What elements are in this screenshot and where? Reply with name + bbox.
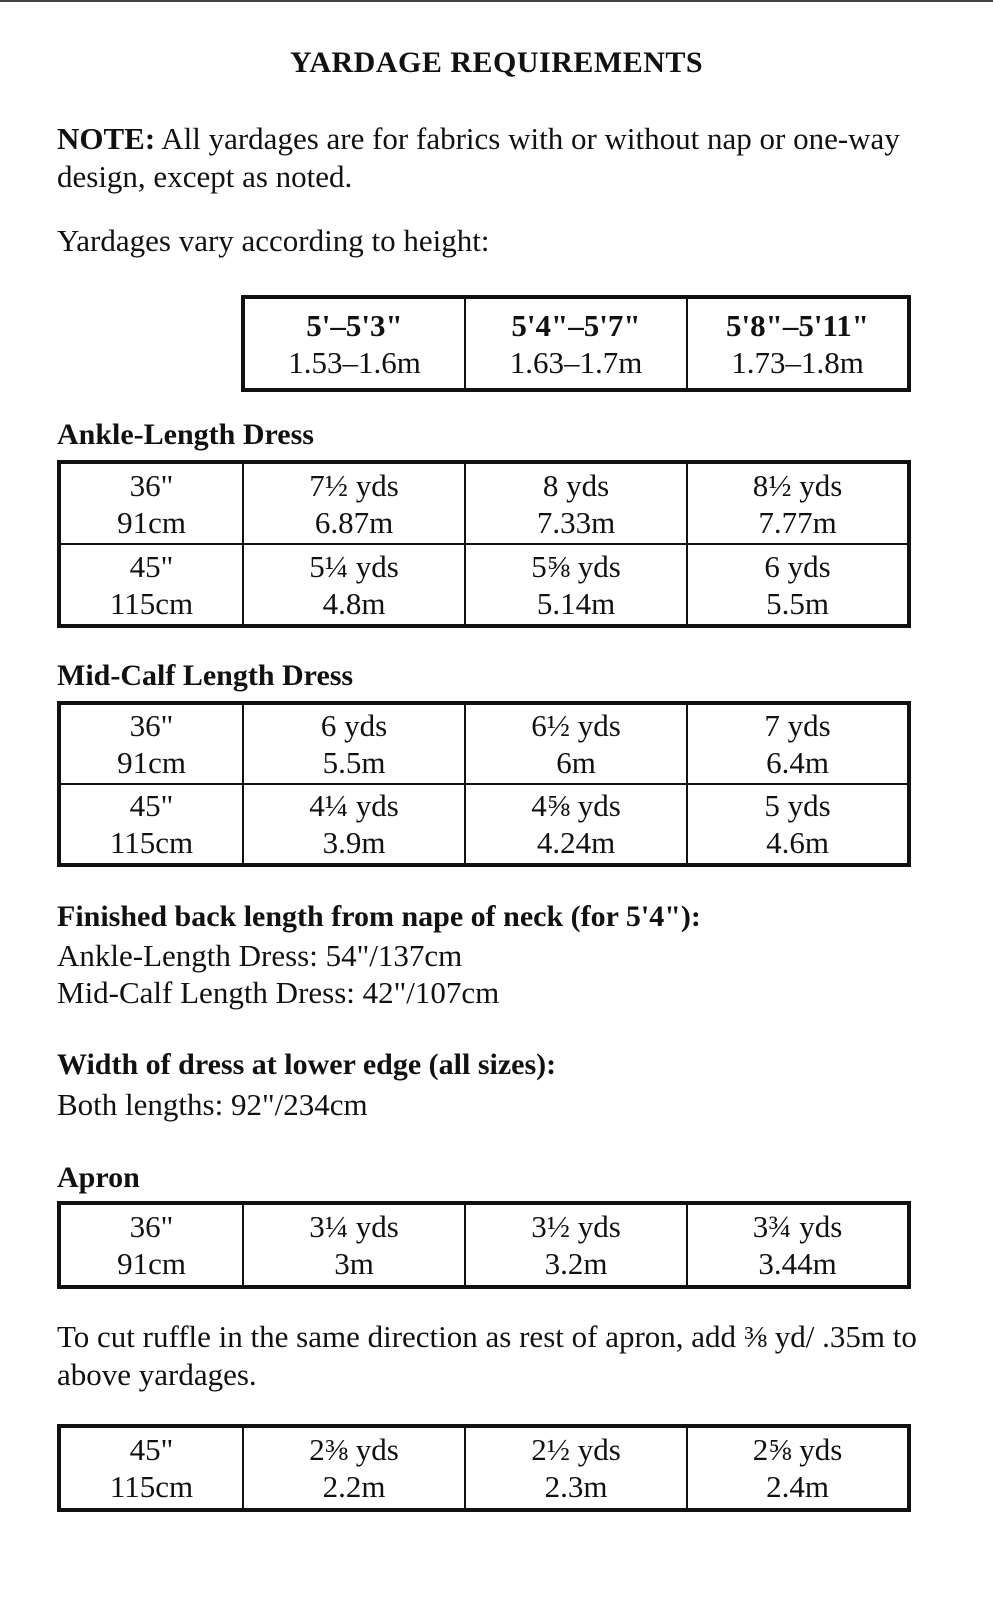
- cell-primary-value: 6 yds: [764, 548, 831, 584]
- apron-table: [57, 1201, 911, 1289]
- width-line: Both lengths: 92"/234cm: [57, 1087, 368, 1122]
- fabric-width-cell: [59, 703, 243, 784]
- cell-primary-value: 2½ yds: [531, 1432, 621, 1467]
- cell-primary-value: 45": [129, 1432, 174, 1467]
- ruffle-table: [57, 1424, 911, 1512]
- table-row: [59, 1426, 909, 1510]
- cell-secondary-value: 1.53–1.6m: [288, 344, 421, 380]
- fabric-width-cell: [59, 1426, 243, 1510]
- table-row: [59, 462, 909, 544]
- cell-primary-value: 8 yds: [542, 467, 610, 503]
- ankle-table: [57, 460, 911, 628]
- cell-secondary-value: 115cm: [109, 1469, 194, 1504]
- cell-secondary-value: 6.4m: [766, 745, 829, 780]
- cell-primary-value: 45": [129, 548, 174, 584]
- apron-heading: Apron: [57, 1161, 140, 1194]
- cell-primary-value: 45": [129, 788, 174, 823]
- yardage-cell: [243, 1203, 465, 1287]
- cell-secondary-value: 7.77m: [758, 504, 837, 540]
- fabric-width-cell: [59, 544, 243, 626]
- yardage-cell: [465, 703, 687, 784]
- page-title: YARDAGE REQUIREMENTS: [289, 46, 704, 79]
- cell-primary-value: 36": [129, 467, 174, 503]
- top-rule: [0, 0, 993, 2]
- cell-secondary-value: 4.8m: [322, 585, 386, 621]
- yardage-cell: [465, 1203, 687, 1287]
- height-cell: [465, 297, 687, 390]
- yardage-cell: [243, 462, 465, 544]
- cell-secondary-value: 91cm: [117, 504, 186, 540]
- ankle-heading: Ankle-Length Dress: [57, 418, 314, 451]
- cell-primary-value: 5 yds: [764, 788, 831, 823]
- cell-primary-value: 5⅝ yds: [531, 548, 621, 584]
- cell-secondary-value: 4.6m: [766, 825, 829, 860]
- width-heading: Width of dress at lower edge (all sizes):: [57, 1048, 557, 1081]
- cell-primary-value: 3¼ yds: [309, 1209, 399, 1244]
- cell-primary-value: 4¼ yds: [309, 788, 399, 823]
- cell-secondary-value: 5.14m: [536, 585, 616, 621]
- cell-secondary-value: 3.9m: [322, 825, 386, 860]
- yardage-cell: [243, 784, 465, 865]
- midcalf-table: [57, 701, 911, 867]
- yardage-cell: [243, 703, 465, 784]
- height-cell: [243, 297, 465, 390]
- yardage-cell: [243, 1426, 465, 1510]
- cell-secondary-value: 4.24m: [536, 825, 616, 860]
- cell-primary-value: 6 yds: [320, 708, 388, 743]
- cell-secondary-value: 115cm: [109, 585, 194, 621]
- note-paragraph: [57, 120, 937, 196]
- cell-primary-value: 2⅜ yds: [309, 1432, 399, 1467]
- height-cell: [687, 297, 909, 390]
- cell-primary-value: 5'4"–5'7": [511, 307, 641, 343]
- table-row: [59, 784, 909, 865]
- midcalf-heading: Mid-Calf Length Dress: [57, 659, 354, 692]
- finished-midcalf-line: Mid-Calf Length Dress: 42"/107cm: [57, 975, 500, 1010]
- cell-primary-value: 5'–5'3": [306, 307, 403, 343]
- cell-secondary-value: 5.5m: [322, 745, 386, 780]
- cell-primary-value: 36": [129, 708, 174, 743]
- cell-secondary-value: 2.2m: [322, 1469, 386, 1504]
- height-intro: Yardages vary according to height:: [57, 223, 490, 258]
- cell-secondary-value: 3.44m: [758, 1246, 837, 1281]
- yardage-cell: [465, 544, 687, 626]
- cell-secondary-value: 115cm: [109, 825, 194, 860]
- fabric-width-cell: [59, 462, 243, 544]
- yardage-cell: [687, 544, 909, 626]
- yardage-cell: [465, 462, 687, 544]
- yardage-cell: [465, 784, 687, 865]
- cell-secondary-value: 5.5m: [766, 585, 829, 621]
- cell-secondary-value: 3.2m: [544, 1246, 608, 1281]
- cell-primary-value: 3¾ yds: [752, 1209, 843, 1244]
- cell-primary-value: 36": [129, 1209, 174, 1244]
- cell-primary-value: 5¼ yds: [309, 548, 399, 584]
- cell-primary-value: 7½ yds: [309, 467, 399, 503]
- yardage-cell: [243, 544, 465, 626]
- yardage-cell: [465, 1426, 687, 1510]
- cell-secondary-value: 2.4m: [766, 1469, 829, 1504]
- height-header-table: [241, 295, 911, 392]
- cell-secondary-value: 6.87m: [314, 504, 394, 540]
- cell-secondary-value: 2.3m: [544, 1469, 608, 1504]
- cell-primary-value: 2⅝ yds: [752, 1432, 843, 1467]
- cell-secondary-value: 7.33m: [536, 504, 616, 540]
- finished-length-heading: Finished back length from nape of neck (for 5'4"):: [57, 900, 701, 933]
- yardage-cell: [687, 703, 909, 784]
- yardage-cell: [687, 784, 909, 865]
- cell-primary-value: 3½ yds: [531, 1209, 621, 1244]
- cell-secondary-value: 91cm: [117, 1246, 186, 1281]
- table-row: [59, 1203, 909, 1287]
- cell-primary-value: 6½ yds: [531, 708, 621, 743]
- note-text: All yardages are for fabrics with or without nap or one-way design, except as noted.: [57, 121, 900, 194]
- cell-secondary-value: 3m: [334, 1246, 374, 1281]
- cell-primary-value: 8½ yds: [752, 467, 843, 503]
- cell-secondary-value: 91cm: [117, 745, 186, 780]
- cell-secondary-value: 1.63–1.7m: [509, 344, 643, 380]
- cell-secondary-value: 6m: [556, 745, 596, 780]
- cell-primary-value: 4⅝ yds: [531, 788, 621, 823]
- cell-primary-value: 5'8"–5'11": [726, 307, 869, 343]
- fabric-width-cell: [59, 1203, 243, 1287]
- fabric-width-cell: [59, 784, 243, 865]
- yardage-cell: [687, 462, 909, 544]
- table-row: [59, 544, 909, 626]
- cell-secondary-value: 1.73–1.8m: [731, 344, 864, 380]
- cell-primary-value: 7 yds: [764, 708, 831, 743]
- table-row: [59, 703, 909, 784]
- finished-ankle-line: Ankle-Length Dress: 54"/137cm: [57, 938, 463, 973]
- yardage-cell: [687, 1203, 909, 1287]
- yardage-cell: [687, 1426, 909, 1510]
- note-label: NOTE:: [57, 121, 156, 156]
- ruffle-note: To cut ruffle in the same direction as rest of apron, add ⅜ yd/ .35m to above yardages.: [57, 1319, 917, 1392]
